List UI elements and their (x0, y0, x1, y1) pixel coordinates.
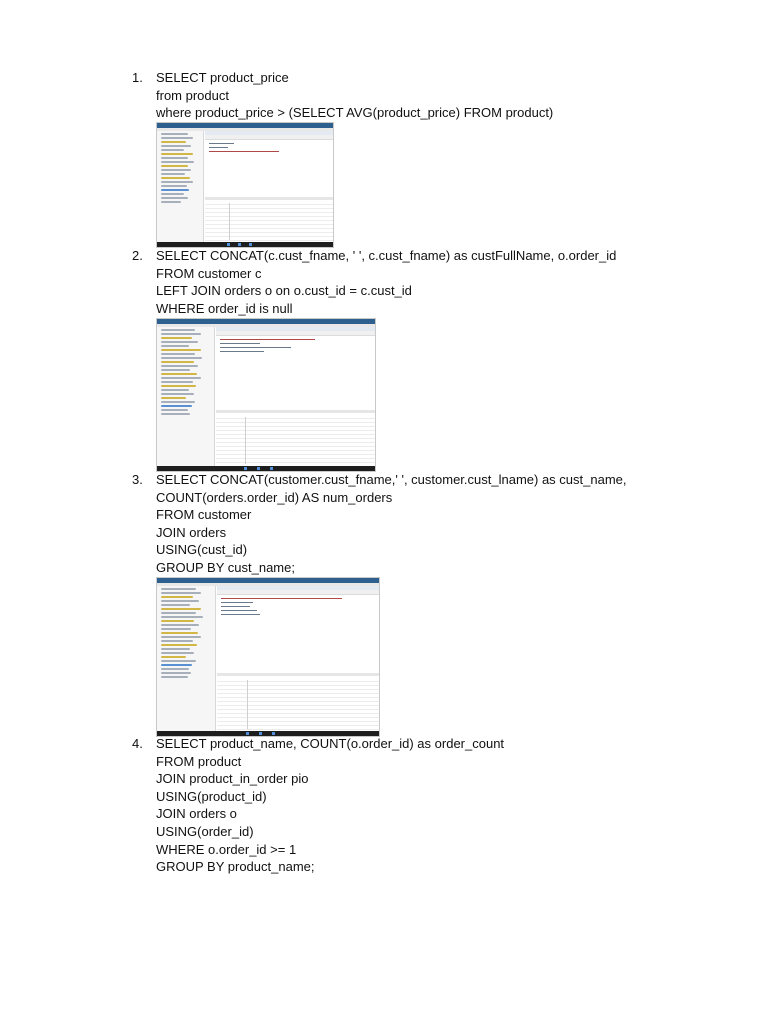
item-number: 4. (132, 736, 143, 751)
sql-line: LEFT JOIN orders o on o.cust_id = c.cust_id (156, 283, 412, 299)
sql-line: USING(cust_id) (156, 542, 248, 558)
sql-line: COUNT(orders.order_id) AS num_orders (156, 489, 393, 505)
sql-line: FROM customer (156, 507, 252, 523)
sql-line: SELECT CONCAT(customer.cust_fname,' ', customer.cust_lname) as cust_name, (156, 472, 627, 487)
pgadmin-query-screenshot-icon (156, 122, 334, 248)
sql-query (156, 471, 627, 577)
sql-line: WHERE order_id is null (156, 300, 293, 316)
pgadmin-query-screenshot-icon (156, 577, 380, 737)
sql-query (156, 735, 504, 876)
sql-line: where product_price > (SELECT AVG(product_price) FROM product) (156, 105, 554, 121)
sql-line: from product (156, 87, 229, 103)
sql-line: JOIN orders (156, 524, 227, 540)
sql-line: FROM customer c (156, 265, 262, 281)
sql-query (156, 69, 553, 122)
sql-line: JOIN orders o (156, 806, 237, 822)
sql-line: SELECT CONCAT(c.cust_fname, ' ', c.cust_fname) as custFullName, o.order_id (156, 248, 617, 263)
sql-line: SELECT product_price (156, 70, 289, 85)
sql-line: JOIN product_in_order pio (156, 771, 309, 787)
sql-query (156, 247, 616, 317)
sql-line: WHERE o.order_id >= 1 (156, 841, 297, 857)
sql-line: USING(product_id) (156, 788, 267, 804)
item-number: 1. (132, 70, 143, 85)
item-number: 2. (132, 248, 143, 263)
sql-line: USING(order_id) (156, 823, 254, 839)
sql-line: GROUP BY product_name; (156, 859, 315, 875)
pgadmin-query-screenshot-icon (156, 318, 376, 472)
sql-line: GROUP BY cust_name; (156, 559, 295, 575)
item-number: 3. (132, 472, 143, 487)
sql-line: FROM product (156, 753, 242, 769)
sql-line: SELECT product_name, COUNT(o.order_id) as order_count (156, 736, 505, 751)
